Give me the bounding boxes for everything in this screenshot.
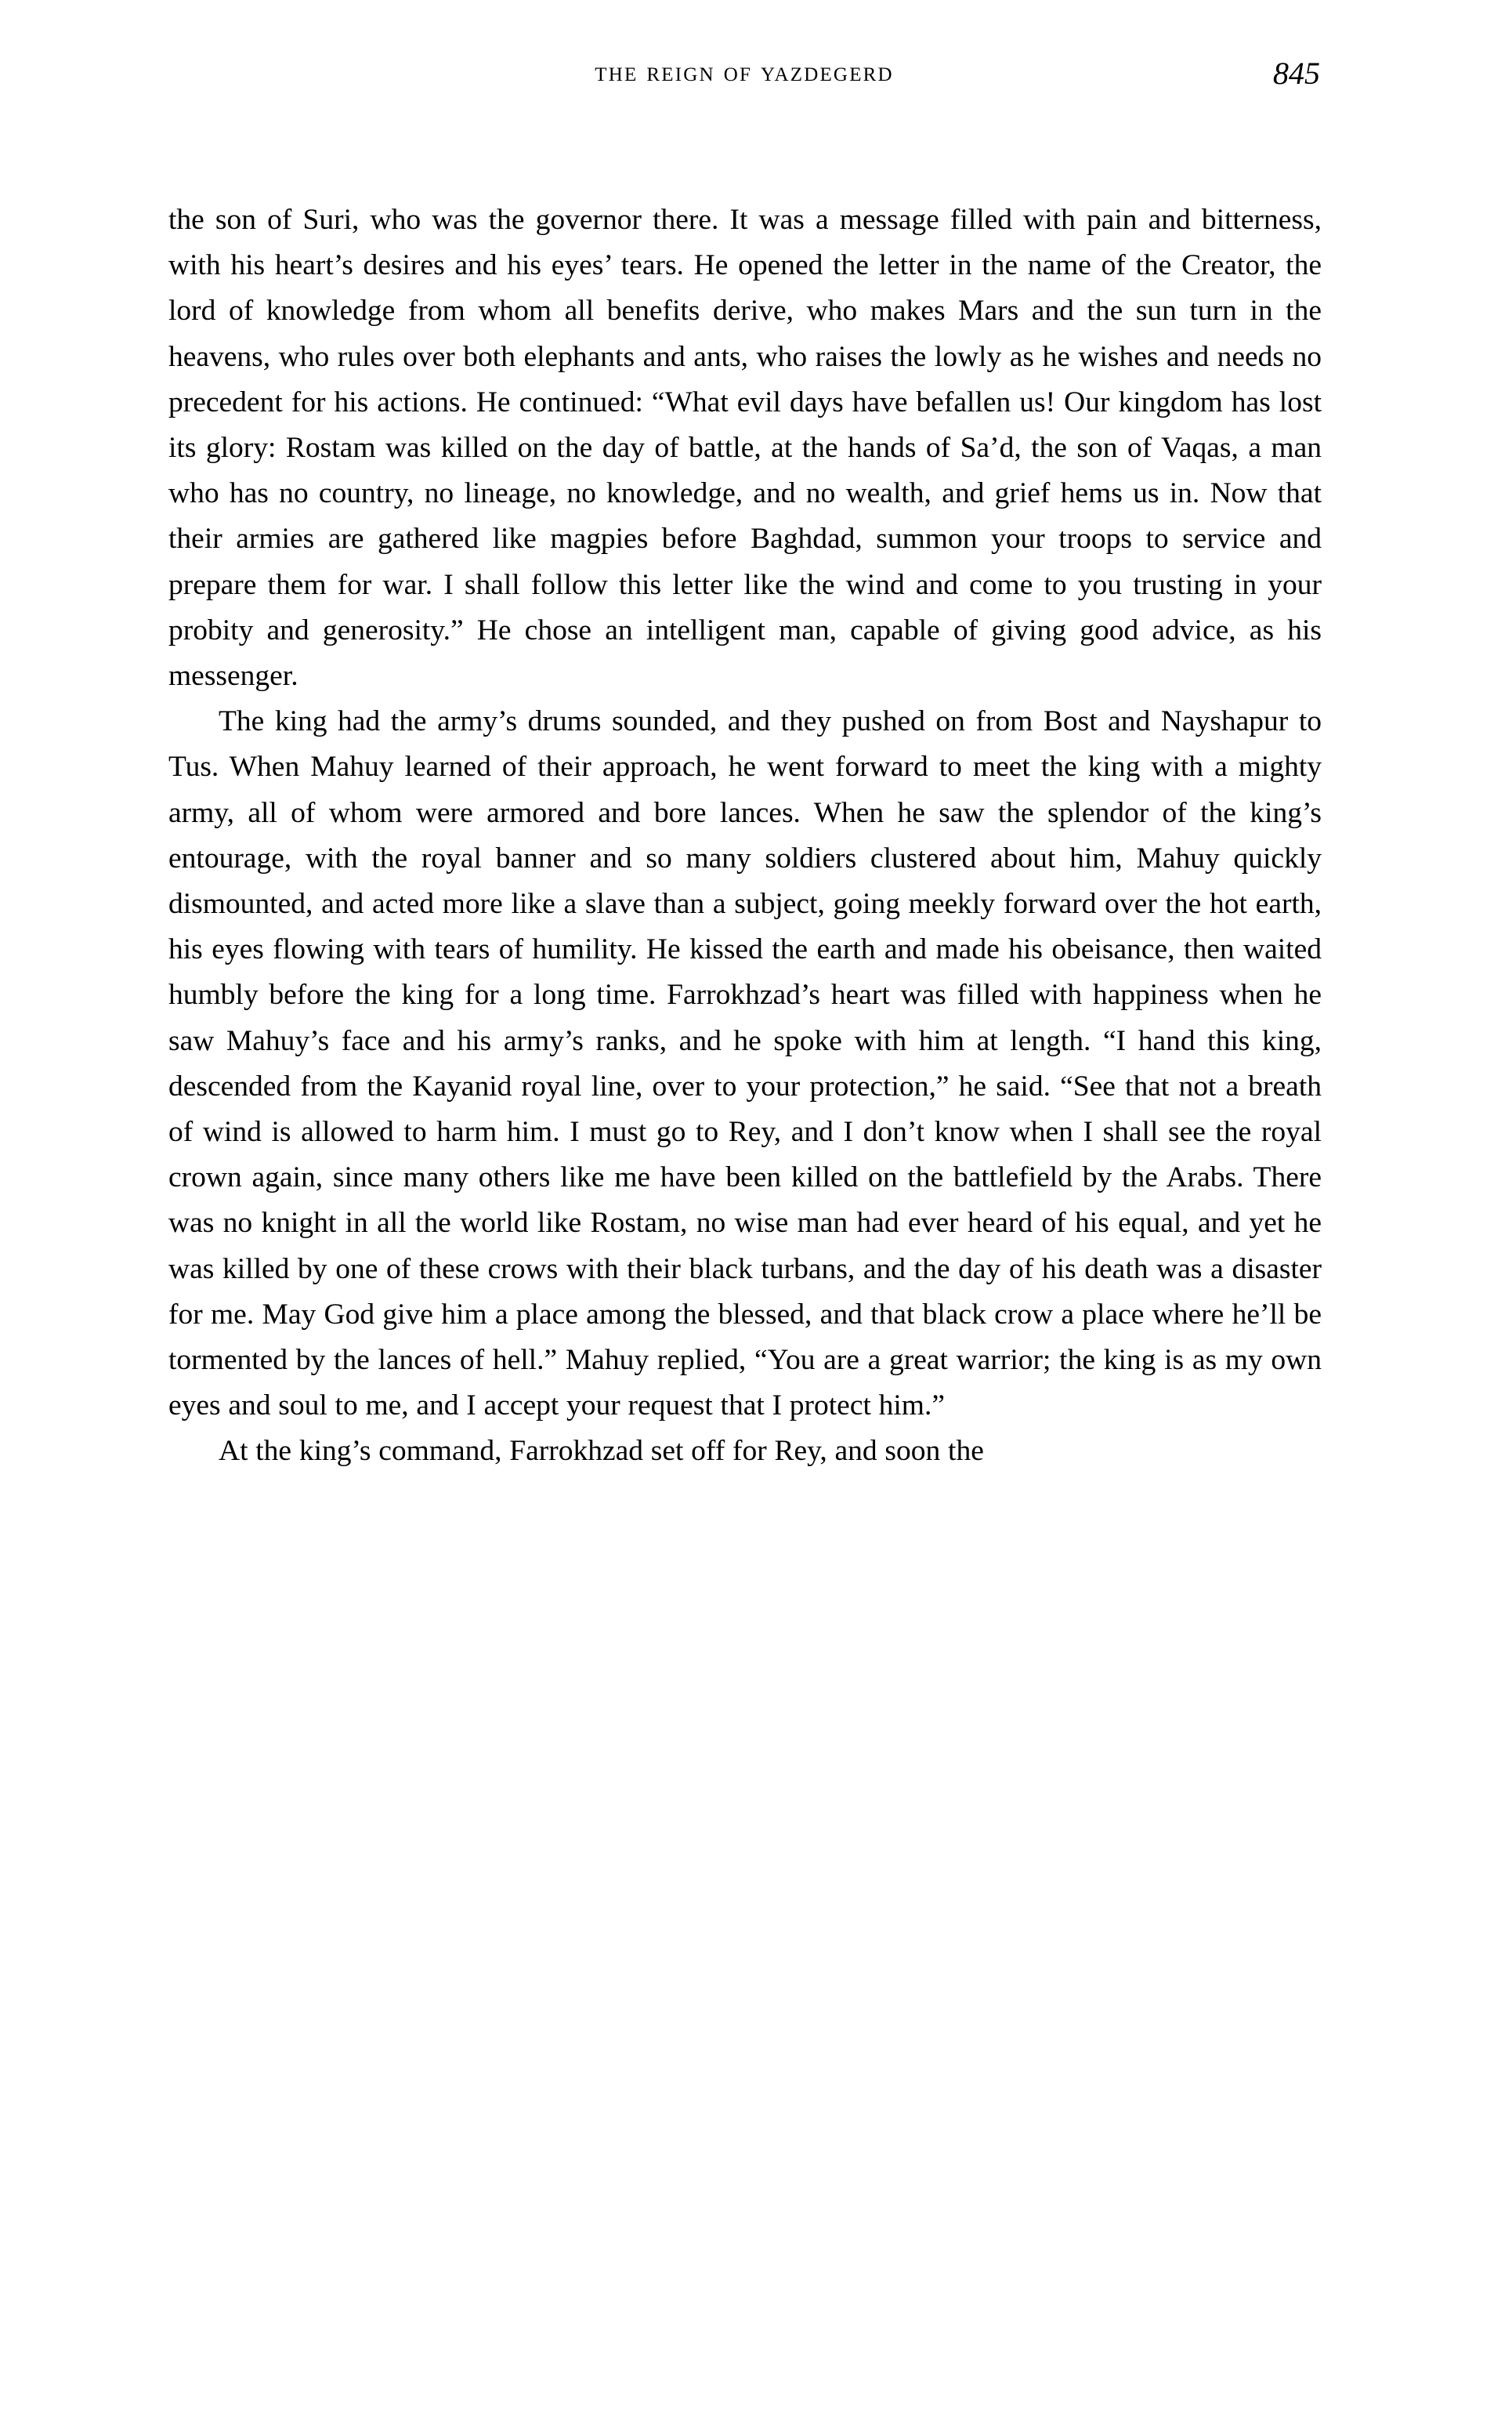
body-text-block [168, 197, 1322, 1475]
running-head [168, 58, 1320, 105]
page-number: 845 [1273, 56, 1320, 91]
paragraph-1: the son of Suri, who was the governor there. It was a message filled with pain and bitterness, with his heart’s desires and his eyes’ tears. He opened the letter in the name of the Creator, the lord of knowledge from whom all benefits derive, who makes Mars and the sun turn in the heavens, who rules over both elephants and ants, who raises the lowly as he wishes and needs no precedent for his actions. He continued: “What evil days have befallen us! Our kingdom has lost its glory: Rostam was killed on the day of battle, at the hands of Sa’d, the son of Vaqas, a man who has no country, no lineage, no knowledge, and no wealth, and grief hems us in. Now that their armies are gathered like magpies before Baghdad, summon your troops to service and prepare them for war. I shall follow this letter like the wind and come to you trusting in your probity and generosity.” He chose an intelligent man, capable of giving good advice, as his messenger. [168, 204, 1322, 693]
running-head-title: the reign of yazdegerd [595, 56, 894, 87]
paragraph-3: At the king’s command, Farrokhzad set off for Rey, and soon the [219, 1435, 984, 1468]
paragraph-2: The king had the army’s drums sounded, and they pushed on from Bost and Nayshapur to Tus. When Mahuy learned of their approach, he went forward to meet the king with a mighty army, all of whom were armored and bore lances. When he saw the splendor of the king’s entourage, with the royal banner and so many soldiers clustered about him, Mahuy quickly dismounted, and acted more like a slave than a subject, going meekly forward over the hot earth, his eyes flowing with tears of humility. He kissed the earth and made his obeisance, then waited humbly before the king for a long time. Farrokhzad’s heart was filled with happiness when he saw Mahuy’s face and his army’s ranks, and he spoke with him at length. “I hand this king, descended from the Kayanid royal line, over to your protection,” he said. “See that not a breath of wind is allowed to harm him. I must go to Rey, and I don’t know when I shall see the royal crown again, since many others like me have been killed on the battlefield by the Arabs. There was no knight in all the world like Rostam, no wise man had ever heard of his equal, and yet he was killed by one of these crows with their black turbans, and the day of his death was a disaster for me. May God give him a place among the blessed, and that black crow a place where he’ll be tormented by the lances of hell.” Mahuy replied, “You are a great warrior; the king is as my own eyes and soul to me, and I accept your request that I protect him.” [168, 705, 1322, 1422]
